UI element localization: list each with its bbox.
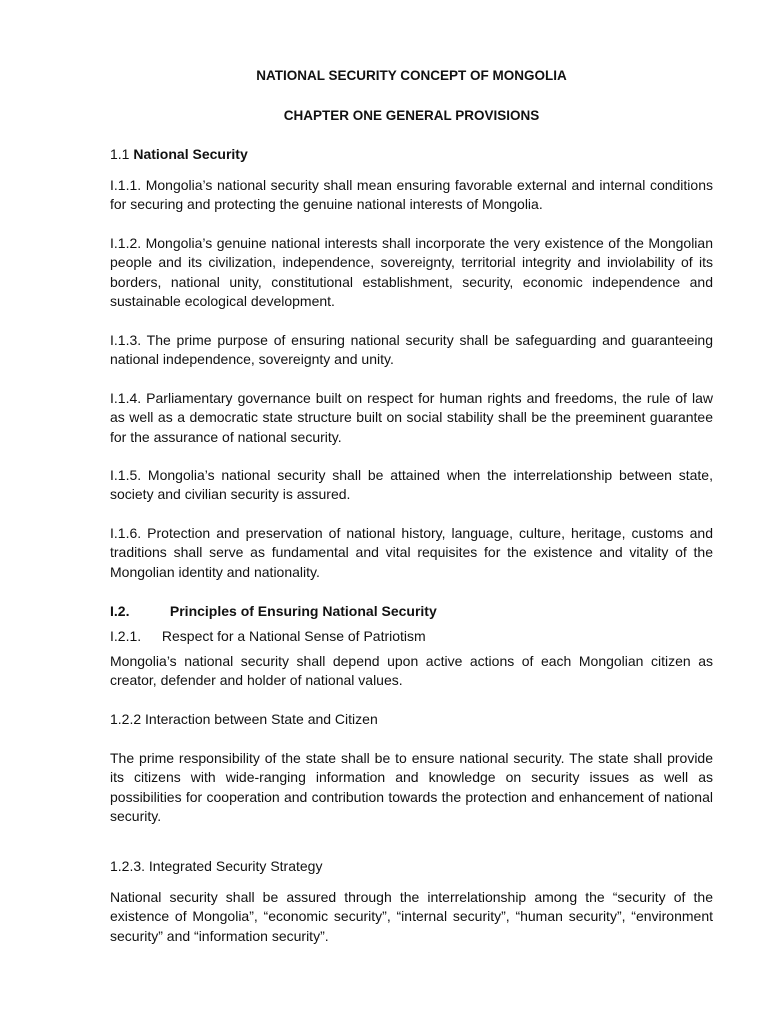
subsection-heading-1-2-1 xyxy=(110,627,426,645)
subsection-number: I.2.1. xyxy=(110,628,142,644)
section-number: I.2. xyxy=(110,603,130,619)
section-title: National Security xyxy=(133,146,248,162)
paragraph-1-1-2: I.1.2. Mongolia’s genuine national interests shall incorporate the very existence of the Mongolian people and its civilization, independence, sovereignty, territorial integrity and inviolability of its borders, national unity, constitutional establishment, security, economic independence and sustainable ecological development. xyxy=(110,235,713,309)
subsection-title: Respect for a National Sense of Patriotism xyxy=(161,628,426,644)
section-heading-1-1 xyxy=(110,145,248,163)
paragraph-1-1-5: I.1.5. Mongolia’s national security shall be attained when the interrelationship between state, society and civilian security is assured. xyxy=(110,467,713,503)
subsection-heading-1-2-2: 1.2.2 Interaction between State and Citizen xyxy=(110,711,378,727)
paragraph-1-2-1: Mongolia’s national security shall depend upon active actions of each Mongolian citizen as creator, defender and holder of national values. xyxy=(110,653,713,689)
paragraph-1-1-1: I.1.1. Mongolia’s national security shall mean ensuring favorable external and internal conditions for securing and protecting the genuine national interests of Mongolia. xyxy=(110,177,713,213)
section-number: 1.1 xyxy=(110,146,130,162)
chapter-title: CHAPTER ONE GENERAL PROVISIONS xyxy=(283,108,540,123)
paragraph-1-2-2: The prime responsibility of the state shall be to ensure national security. The state shall provide its citizens with wide-ranging information and knowledge on security issues as well as possibilities for cooperation and contribution towards the protection and enhancement of national security. xyxy=(110,750,713,824)
subsection-heading-1-2-3: 1.2.3. Integrated Security Strategy xyxy=(110,858,323,874)
paragraph-1-1-4: I.1.4. Parliamentary governance built on respect for human rights and freedoms, the rule of law as well as a democratic state structure built on social stability shall be the preeminent guarantee for the assurance of national security. xyxy=(110,390,713,445)
paragraph-1-1-6: I.1.6. Protection and preservation of national history, language, culture, heritage, customs and traditions shall serve as fundamental and vital requisites for the existence and vitality of the Mongolian identity and nationality. xyxy=(110,525,713,580)
paragraph-1-1-3: I.1.3. The prime purpose of ensuring national security shall be safeguarding and guaranteeing national independence, sovereignty and unity. xyxy=(110,332,713,368)
section-title: Principles of Ensuring National Security xyxy=(169,603,437,619)
section-heading-1-2 xyxy=(110,602,437,620)
paragraph-1-2-3: National security shall be assured through the interrelationship among the “security of the existence of Mongolia”, “economic security”, “internal security”, “human security”, “environment security” and “information security”. xyxy=(110,889,713,944)
document-title: NATIONAL SECURITY CONCEPT OF MONGOLIA xyxy=(256,68,567,83)
